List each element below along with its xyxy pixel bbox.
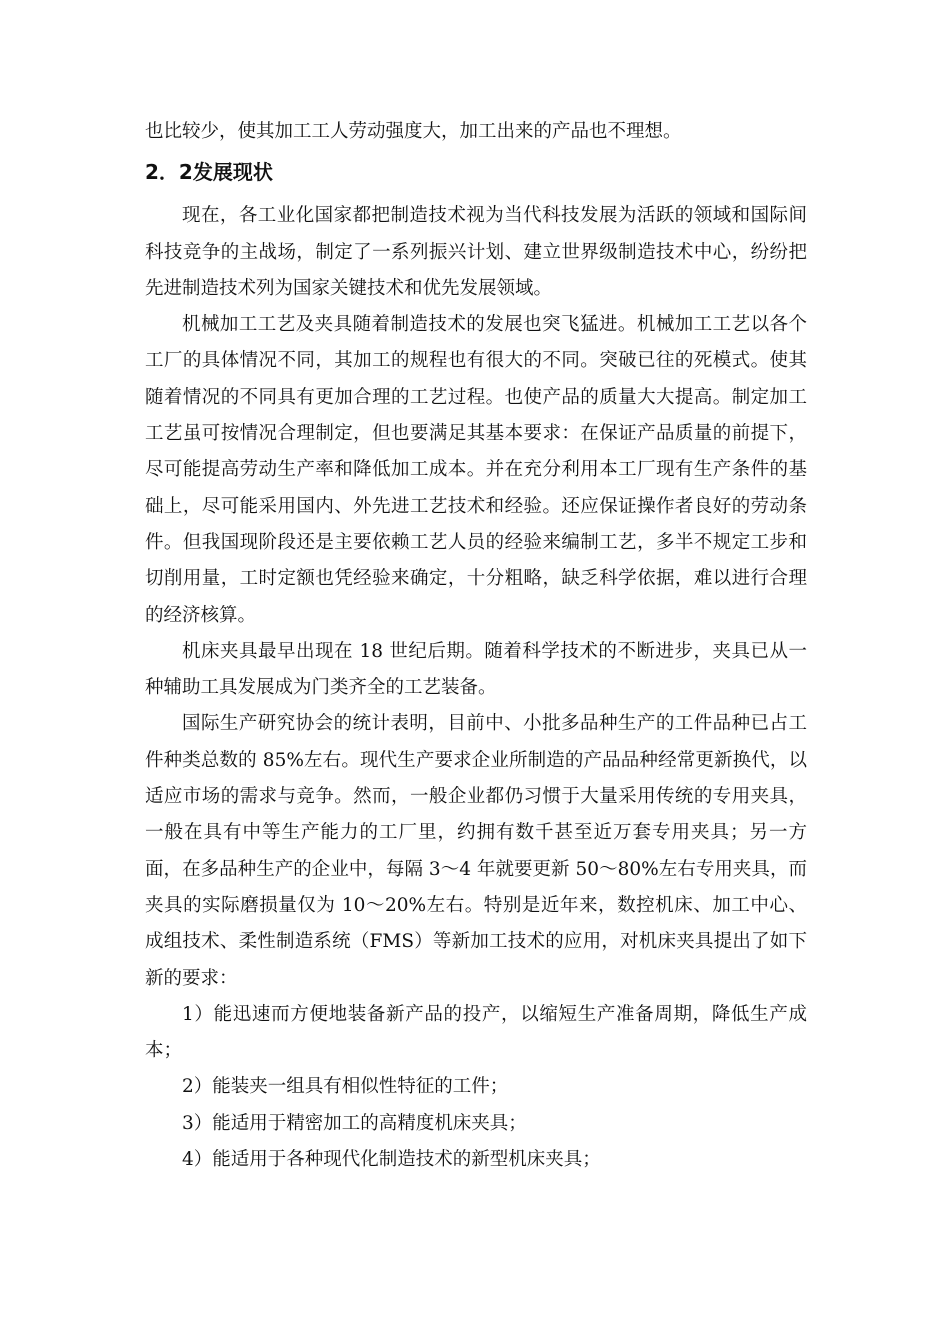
- list-item: 1）能迅速而方便地装备新产品的投产，以缩短生产准备周期，降低生产成本；: [145, 1003, 807, 1062]
- body-paragraph: 国际生产研究协会的统计表明，目前中、小批多品种生产的工件品种已占工件种类总数的 85%左右。现代生产要求企业所制造的产品品种经常更新换代，以适应市场的需求与竞争。然而，一般企业都仍习惯于大量采用传统的专用夹具，一般在具有中等生产能力的工厂里，约拥有数千甚至近万套专用夹具；另一方面，在多品种生产的企业中，每隔 3～4 年就要更新 50～80%左右专用夹具，而夹具的实际磨损量仅为 10～20%左右。特别是近年来，数控机床、加工中心、成组技术、柔性制造系统（FMS）等新加工技术的应用，对机床夹具提出了如下新的要求：: [145, 713, 807, 989]
- lead-paragraph: 也比较少，使其加工工人劳动强度大，加工出来的产品也不理想。: [145, 121, 682, 142]
- list-item: 3）能适用于精密加工的高精度机床夹具；: [182, 1112, 527, 1134]
- section-heading: 2．2发展现状: [145, 160, 273, 185]
- body-paragraph: 机械加工工艺及夹具随着制造技术的发展也突飞猛进。机械加工工艺以各个工厂的具体情况不同，其加工的规程也有很大的不同。突破已往的死模式。使其随着情况的不同具有更加合理的工艺过程。也使产品的质量大大提高。制定加工工艺虽可按情况合理制定，但也要满足其基本要求：在保证产品质量的前提下，尽可能提高劳动生产率和降低加工成本。并在充分利用本工厂现有生产条件的基础上，尽可能采用国内、外先进工艺技术和经验。还应保证操作者良好的劳动条件。但我国现阶段还是主要依赖工艺人员的经验来编制工艺，多半不规定工步和切削用量，工时定额也凭经验来确定，十分粗略，缺乏科学依据，难以进行合理的经济核算。: [145, 314, 807, 626]
- document-page: [145, 114, 807, 1178]
- list-item: 4）能适用于各种现代化制造技术的新型机床夹具；: [182, 1149, 601, 1171]
- list-item: 2）能装夹一组具有相似性特征的工件；: [182, 1076, 509, 1098]
- body-paragraph: 机床夹具最早出现在 18 世纪后期。随着科学技术的不断进步，夹具已从一种辅助工具发展成为门类齐全的工艺装备。: [145, 640, 807, 699]
- body-paragraph: 现在，各工业化国家都把制造技术视为当代科技发展为活跃的领域和国际间科技竞争的主战场，制定了一系列振兴计划、建立世界级制造技术中心，纷纷把先进制造技术列为国家关键技术和优先发展领域。: [145, 205, 807, 299]
